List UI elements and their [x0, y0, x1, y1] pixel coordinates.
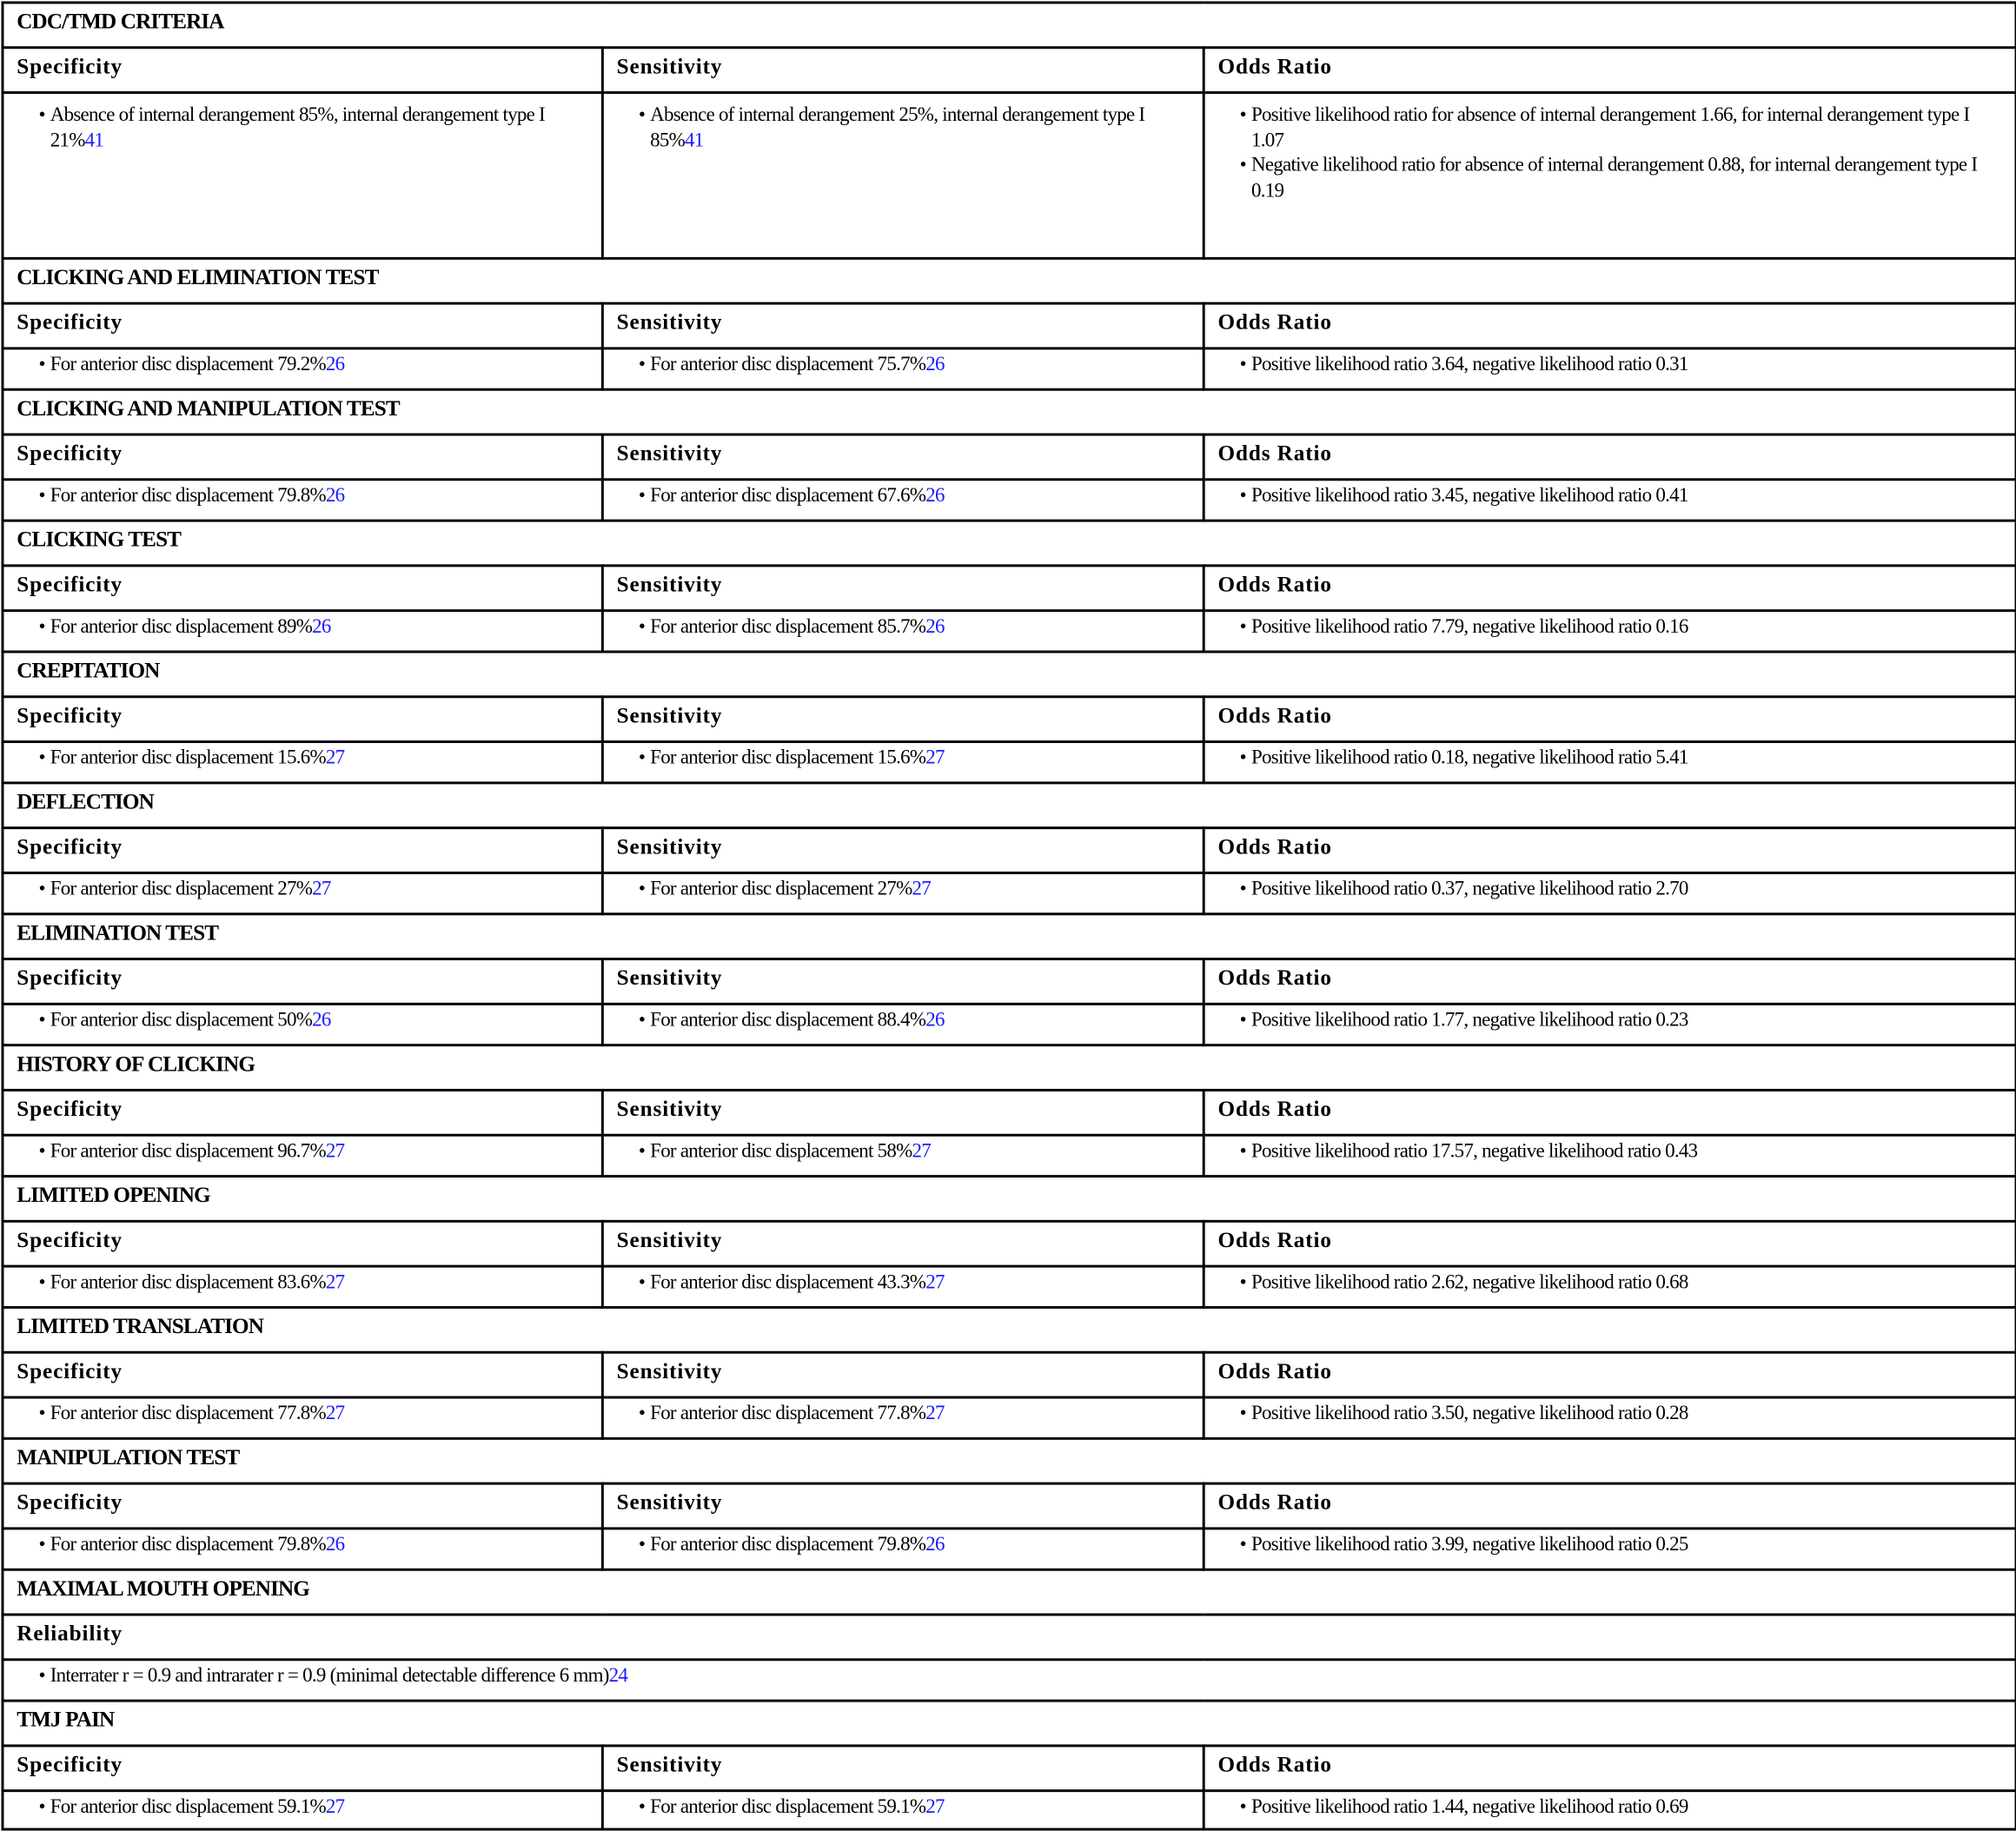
column-header-row — [3, 1615, 2016, 1660]
section-header-row — [3, 521, 2016, 566]
specificity-cell — [3, 93, 602, 259]
sensitivity-cell — [602, 480, 1204, 521]
reference-link[interactable]: 27 — [925, 1795, 945, 1818]
odds-ratio-header: Odds Ratio — [1204, 1221, 2016, 1266]
odds-ratio-cell — [1204, 872, 2016, 913]
odds-ratio-cell — [1204, 1397, 2016, 1438]
sensitivity-header: Sensitivity — [602, 1352, 1204, 1397]
sensitivity-cell — [602, 93, 1204, 259]
column-header-row — [3, 828, 2016, 873]
specificity-header: Specificity — [3, 303, 602, 348]
reference-link[interactable]: 27 — [325, 1402, 345, 1425]
reference-link[interactable]: 41 — [84, 129, 104, 151]
odds-ratio-cell — [1204, 1135, 2016, 1176]
odds-ratio-cell — [1204, 611, 2016, 652]
bullet-item: • Positive likelihood ratio 1.77, negative likelihood ratio 0.23 — [1251, 1008, 2005, 1033]
bullet-item: • Positive likelihood ratio 3.45, negative likelihood ratio 0.41 — [1251, 483, 2005, 508]
reference-link[interactable]: 26 — [312, 615, 331, 638]
reference-link[interactable]: 41 — [685, 129, 704, 151]
data-row — [3, 1397, 2016, 1438]
bullet-item: • Positive likelihood ratio 3.99, negative likelihood ratio 0.25 — [1251, 1532, 2005, 1557]
specificity-header: Specificity — [3, 1221, 602, 1266]
bullet-item: • For anterior disc displacement 83.6%27 — [50, 1270, 591, 1296]
column-header-row — [3, 566, 2016, 611]
specificity-header: Specificity — [3, 697, 602, 742]
reference-link[interactable]: 27 — [925, 1271, 945, 1294]
specificity-header: Specificity — [3, 1352, 602, 1397]
bullet-item: • For anterior disc displacement 27%27 — [650, 877, 1192, 902]
bullet-item: • For anterior disc displacement 79.8%26 — [50, 483, 591, 508]
data-row — [3, 93, 2016, 259]
specificity-header: Specificity — [3, 566, 602, 611]
sensitivity-cell — [602, 1266, 1204, 1307]
specificity-header: Specificity — [3, 828, 602, 873]
section-header-row — [3, 389, 2016, 435]
section-header-row — [3, 1701, 2016, 1746]
sensitivity-cell — [602, 1529, 1204, 1569]
bullet-item: • Interrater r = 0.9 and intrarater r = 0.9 (minimal detectable difference 6 mm)24 — [50, 1663, 2005, 1688]
sensitivity-header: Sensitivity — [602, 828, 1204, 873]
odds-ratio-cell — [1204, 480, 2016, 521]
column-header-row — [3, 303, 2016, 348]
odds-ratio-cell — [1204, 1266, 2016, 1307]
bullet-item: • Negative likelihood ratio for absence of internal derangement 0.88, for internal derangement type I 0.19 — [1251, 153, 2005, 203]
reference-link[interactable]: 27 — [325, 1140, 345, 1163]
specificity-cell — [3, 1397, 602, 1438]
odds-ratio-cell — [1204, 1529, 2016, 1569]
reference-link[interactable]: 26 — [325, 1533, 345, 1556]
specificity-header: Specificity — [3, 48, 602, 93]
section-title: ELIMINATION TEST — [3, 914, 2016, 959]
data-row — [3, 1791, 2016, 1829]
odds-ratio-header: Odds Ratio — [1204, 435, 2016, 480]
section-title: CDC/TMD CRITERIA — [3, 3, 2016, 48]
specificity-cell — [3, 872, 602, 913]
specificity-header: Specificity — [3, 959, 602, 1005]
specificity-header: Specificity — [3, 1483, 602, 1529]
column-header-row — [3, 1221, 2016, 1266]
reference-link[interactable]: 26 — [925, 1009, 945, 1032]
section-title: LIMITED OPENING — [3, 1177, 2016, 1222]
reference-link[interactable]: 27 — [312, 878, 331, 900]
column-header-row — [3, 1746, 2016, 1791]
reliability-cell — [3, 1660, 2016, 1701]
column-header-row — [3, 1090, 2016, 1135]
sensitivity-cell — [602, 1004, 1204, 1045]
reference-link[interactable]: 24 — [608, 1664, 628, 1687]
odds-ratio-cell — [1204, 93, 2016, 259]
section-title: LIMITED TRANSLATION — [3, 1307, 2016, 1352]
sensitivity-header: Sensitivity — [602, 697, 1204, 742]
specificity-cell — [3, 1004, 602, 1045]
data-row — [3, 1529, 2016, 1569]
reference-link[interactable]: 26 — [312, 1009, 331, 1032]
section-header-row — [3, 1438, 2016, 1483]
specificity-cell — [3, 1135, 602, 1176]
bullet-item: • Positive likelihood ratio 7.79, negative likelihood ratio 0.16 — [1251, 614, 2005, 640]
reference-link[interactable]: 27 — [925, 746, 945, 769]
sensitivity-cell — [602, 1791, 1204, 1829]
specificity-cell — [3, 348, 602, 389]
section-header-row — [3, 258, 2016, 303]
reliability-header: Reliability — [3, 1615, 2016, 1660]
bullet-item: • For anterior disc displacement 59.1%27 — [650, 1795, 1192, 1820]
data-row — [3, 348, 2016, 389]
bullet-item: • For anterior disc displacement 27%27 — [50, 877, 591, 902]
bullet-item: • For anterior disc displacement 79.8%26 — [650, 1532, 1192, 1557]
data-row — [3, 480, 2016, 521]
column-header-row — [3, 1483, 2016, 1529]
column-header-row — [3, 48, 2016, 93]
section-header-row — [3, 652, 2016, 697]
odds-ratio-header: Odds Ratio — [1204, 566, 2016, 611]
column-header-row — [3, 697, 2016, 742]
reference-link[interactable]: 27 — [325, 1795, 345, 1818]
column-header-row — [3, 1352, 2016, 1397]
odds-ratio-cell — [1204, 348, 2016, 389]
reference-link[interactable]: 26 — [925, 615, 945, 638]
section-title: MAXIMAL MOUTH OPENING — [3, 1569, 2016, 1615]
sensitivity-header: Sensitivity — [602, 303, 1204, 348]
specificity-cell — [3, 742, 602, 783]
odds-ratio-cell — [1204, 1791, 2016, 1829]
reference-link[interactable]: 27 — [325, 1271, 345, 1294]
sensitivity-header: Sensitivity — [602, 1221, 1204, 1266]
sensitivity-cell — [602, 1397, 1204, 1438]
reference-link[interactable]: 27 — [912, 878, 931, 900]
bullet-item: • For anterior disc displacement 79.2%26 — [50, 352, 591, 377]
bullet-item: • Positive likelihood ratio 2.62, negative likelihood ratio 0.68 — [1251, 1270, 2005, 1296]
specificity-cell — [3, 1266, 602, 1307]
specificity-cell — [3, 1529, 602, 1569]
odds-ratio-header: Odds Ratio — [1204, 959, 2016, 1005]
data-row — [3, 1135, 2016, 1176]
bullet-item: • For anterior disc displacement 79.8%26 — [50, 1532, 591, 1557]
bullet-item: • For anterior disc displacement 15.6%27 — [50, 746, 591, 771]
section-title: CREPITATION — [3, 652, 2016, 697]
odds-ratio-cell — [1204, 742, 2016, 783]
sensitivity-header: Sensitivity — [602, 435, 1204, 480]
data-row — [3, 1004, 2016, 1045]
sensitivity-header: Sensitivity — [602, 1746, 1204, 1791]
reference-link[interactable]: 26 — [925, 353, 945, 375]
bullet-item: • For anterior disc displacement 50%26 — [50, 1008, 591, 1033]
bullet-item: • For anterior disc displacement 59.1%27 — [50, 1795, 591, 1820]
reference-link[interactable]: 26 — [925, 1533, 945, 1556]
reference-link[interactable]: 27 — [325, 746, 345, 769]
reference-link[interactable]: 26 — [325, 353, 345, 375]
bullet-item: • Absence of internal derangement 85%, internal derangement type I 21%41 — [50, 103, 591, 153]
odds-ratio-header: Odds Ratio — [1204, 303, 2016, 348]
bullet-item: • For anterior disc displacement 89%26 — [50, 614, 591, 640]
bullet-item: • Positive likelihood ratio 3.50, negative likelihood ratio 0.28 — [1251, 1401, 2005, 1426]
diagnostic-accuracy-table — [1, 1, 2016, 1830]
section-title: TMJ PAIN — [3, 1701, 2016, 1746]
bullet-item: • Positive likelihood ratio 3.64, negative likelihood ratio 0.31 — [1251, 352, 2005, 377]
odds-ratio-cell — [1204, 1004, 2016, 1045]
section-header-row — [3, 1307, 2016, 1352]
bullet-item: • For anterior disc displacement 77.8%27 — [50, 1401, 591, 1426]
specificity-header: Specificity — [3, 435, 602, 480]
section-header-row — [3, 1177, 2016, 1222]
data-row — [3, 611, 2016, 652]
bullet-item: • For anterior disc displacement 75.7%26 — [650, 352, 1192, 377]
odds-ratio-header: Odds Ratio — [1204, 1483, 2016, 1529]
odds-ratio-header: Odds Ratio — [1204, 1352, 2016, 1397]
specificity-cell — [3, 611, 602, 652]
specificity-header: Specificity — [3, 1746, 602, 1791]
section-header-row — [3, 1569, 2016, 1615]
section-title: CLICKING AND ELIMINATION TEST — [3, 258, 2016, 303]
sensitivity-cell — [602, 742, 1204, 783]
specificity-cell — [3, 1791, 602, 1829]
odds-ratio-header: Odds Ratio — [1204, 48, 2016, 93]
data-row — [3, 1660, 2016, 1701]
odds-ratio-header: Odds Ratio — [1204, 828, 2016, 873]
section-header-row — [3, 914, 2016, 959]
bullet-item: • Absence of internal derangement 25%, internal derangement type I 85%41 — [650, 103, 1192, 153]
column-header-row — [3, 435, 2016, 480]
bullet-item: • For anterior disc displacement 15.6%27 — [650, 746, 1192, 771]
reference-link[interactable]: 27 — [925, 1402, 945, 1425]
bullet-item: • For anterior disc displacement 67.6%26 — [650, 483, 1192, 508]
odds-ratio-header: Odds Ratio — [1204, 1090, 2016, 1135]
bullet-item: • For anterior disc displacement 88.4%26 — [650, 1008, 1192, 1033]
specificity-header: Specificity — [3, 1090, 602, 1135]
bullet-item: • For anterior disc displacement 43.3%27 — [650, 1270, 1192, 1296]
bullet-item: • Positive likelihood ratio 0.18, negative likelihood ratio 5.41 — [1251, 746, 2005, 771]
section-title: HISTORY OF CLICKING — [3, 1045, 2016, 1091]
bullet-item: • For anterior disc displacement 77.8%27 — [650, 1401, 1192, 1426]
sensitivity-header: Sensitivity — [602, 566, 1204, 611]
data-row — [3, 872, 2016, 913]
reference-link[interactable]: 26 — [925, 484, 945, 507]
bullet-item: • Positive likelihood ratio for absence of internal derangement 1.66, for internal derangement type I 1.07 — [1251, 103, 2005, 153]
sensitivity-cell — [602, 1135, 1204, 1176]
sensitivity-cell — [602, 611, 1204, 652]
section-title: MANIPULATION TEST — [3, 1438, 2016, 1483]
section-title: DEFLECTION — [3, 783, 2016, 828]
sensitivity-cell — [602, 348, 1204, 389]
bullet-item: • For anterior disc displacement 85.7%26 — [650, 614, 1192, 640]
specificity-cell — [3, 480, 602, 521]
odds-ratio-header: Odds Ratio — [1204, 1746, 2016, 1791]
section-header-row — [3, 783, 2016, 828]
reference-link[interactable]: 27 — [912, 1140, 931, 1163]
reference-link[interactable]: 26 — [325, 484, 345, 507]
section-title: CLICKING TEST — [3, 521, 2016, 566]
bullet-item: • Positive likelihood ratio 17.57, negative likelihood ratio 0.43 — [1251, 1139, 2005, 1164]
sensitivity-header: Sensitivity — [602, 1483, 1204, 1529]
sensitivity-header: Sensitivity — [602, 959, 1204, 1005]
data-row — [3, 742, 2016, 783]
sensitivity-header: Sensitivity — [602, 48, 1204, 93]
bullet-item: • For anterior disc displacement 58%27 — [650, 1139, 1192, 1164]
bullet-item: • For anterior disc displacement 96.7%27 — [50, 1139, 591, 1164]
section-title: CLICKING AND MANIPULATION TEST — [3, 389, 2016, 435]
data-row — [3, 1266, 2016, 1307]
bullet-item: • Positive likelihood ratio 1.44, negative likelihood ratio 0.69 — [1251, 1795, 2005, 1820]
bullet-item: • Positive likelihood ratio 0.37, negative likelihood ratio 2.70 — [1251, 877, 2005, 902]
section-header-row — [3, 1045, 2016, 1091]
odds-ratio-header: Odds Ratio — [1204, 697, 2016, 742]
sensitivity-header: Sensitivity — [602, 1090, 1204, 1135]
sensitivity-cell — [602, 872, 1204, 913]
section-header-row — [3, 3, 2016, 48]
column-header-row — [3, 959, 2016, 1005]
